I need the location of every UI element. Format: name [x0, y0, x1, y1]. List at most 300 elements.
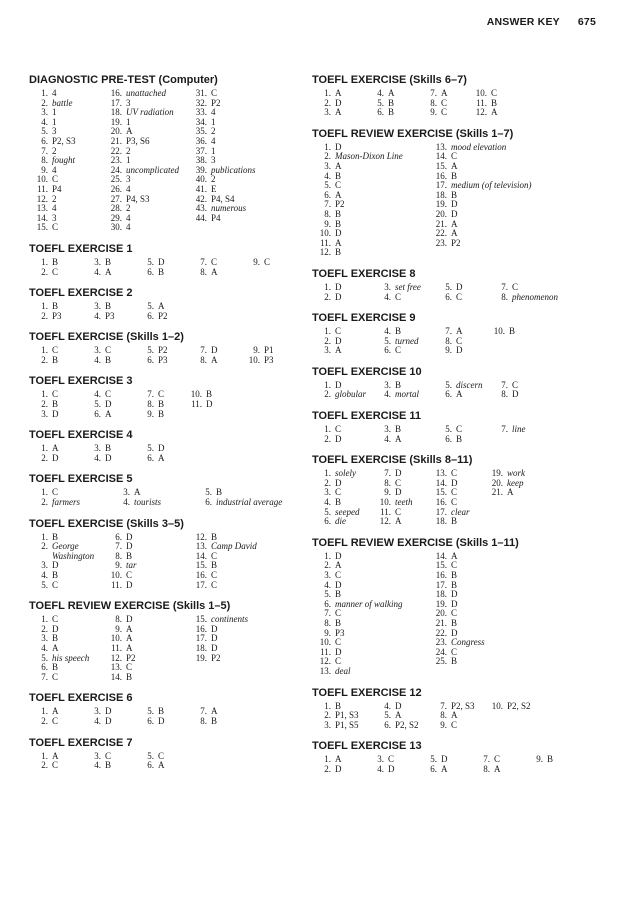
item-answer: B [451, 656, 458, 667]
answer-grid [312, 283, 612, 302]
item-answer: C [52, 671, 59, 682]
answer-row [312, 108, 612, 118]
answer-section [29, 286, 299, 321]
item-answer: A [335, 107, 342, 118]
item-answer: numerous [211, 203, 247, 214]
item-number: 14. [435, 550, 447, 561]
item-number: 7. [324, 608, 331, 619]
right-column [312, 73, 612, 784]
item-number: 1. [41, 88, 48, 98]
answer-row [29, 454, 299, 464]
item-number: 8. [440, 710, 447, 721]
item-number: 2. [324, 335, 331, 346]
item-number: 19. [195, 652, 207, 663]
answer-row [29, 356, 299, 366]
item-number: 9. [253, 256, 260, 267]
item-answer: A [158, 760, 165, 771]
answer-grid [312, 425, 612, 444]
item-number: 15. [195, 614, 207, 625]
item-number: 2. [41, 760, 48, 771]
item-number: 10. [190, 389, 202, 400]
item-number: 8. [501, 389, 508, 400]
answer-section [312, 365, 612, 400]
item-answer: P2 [158, 345, 168, 356]
item-number: 4. [94, 266, 101, 277]
item-number: 5. [147, 706, 154, 717]
item-answer: C [395, 291, 402, 302]
item-number: 33. [195, 107, 207, 118]
item-number: 3. [384, 379, 391, 390]
item-answer: C [456, 424, 463, 435]
item-answer: 4 [126, 183, 131, 194]
item-answer: P2 [211, 97, 221, 108]
item-number: 2. [324, 291, 331, 302]
answer-section [312, 267, 612, 302]
section-title: TOEFL EXERCISE (Skills 8–11) [312, 454, 473, 467]
item-answer: B [451, 579, 458, 590]
item-answer: C [441, 107, 448, 118]
item-answer: 2 [211, 126, 216, 137]
item-answer: P2 [158, 310, 168, 321]
item-number: 1. [41, 706, 48, 717]
item-number: 4. [94, 389, 101, 400]
left-column [29, 73, 299, 780]
item-number: 6. [41, 135, 48, 146]
item-number: 11. [476, 97, 487, 108]
item-number: 1. [41, 301, 48, 312]
item-answer: B [451, 189, 458, 200]
item-answer: B [52, 570, 59, 580]
answer-row [29, 654, 299, 664]
item-number: 5. [147, 345, 154, 356]
item-answer: keep [507, 477, 524, 488]
item-answer: B [52, 354, 59, 365]
item-number: 5. [41, 652, 48, 663]
item-number: 9. [445, 345, 452, 356]
item-answer: C [335, 424, 342, 435]
item-answer: 1 [211, 145, 216, 156]
item-number: 3. [41, 560, 48, 571]
answer-grid [312, 552, 612, 677]
item-answer: A [335, 560, 342, 571]
item-answer: C [52, 487, 59, 498]
item-answer: industrial average [216, 497, 283, 508]
item-answer: B [335, 589, 342, 600]
item-answer: B [547, 754, 554, 765]
item-answer: B [158, 408, 165, 419]
item-number: 5. [377, 97, 384, 108]
item-answer: P2, S2 [395, 719, 419, 730]
item-answer: C [395, 477, 402, 488]
item-number: 19. [110, 116, 122, 127]
answer-row [29, 108, 299, 118]
item-number: 6. [205, 497, 212, 508]
item-answer: B [211, 531, 218, 542]
item-answer: P1, S5 [335, 719, 359, 730]
item-answer: D [395, 487, 402, 498]
item-number: 8. [41, 155, 48, 166]
item-number: 4. [384, 326, 391, 337]
item-number: 5. [445, 281, 452, 292]
item-answer: 2 [126, 145, 131, 156]
item-number: 7. [115, 541, 122, 552]
item-answer: C [52, 579, 59, 590]
answer-row [312, 99, 612, 109]
item-answer: A [52, 706, 59, 717]
item-answer: battle [52, 97, 73, 108]
item-answer: A [158, 452, 165, 463]
item-number: 9. [41, 164, 48, 175]
answer-grid [29, 390, 299, 419]
item-answer: discern [456, 379, 483, 390]
item-answer: A [451, 160, 458, 171]
item-answer: P3 [105, 310, 115, 321]
item-number: 2. [41, 354, 48, 365]
answer-row [29, 166, 299, 176]
item-number: 7. [384, 468, 391, 479]
item-answer: solely [335, 468, 356, 479]
answer-row [29, 673, 299, 683]
item-number: 44. [195, 212, 207, 223]
item-number: 15. [435, 487, 447, 498]
answer-grid [312, 381, 612, 400]
item-answer: D [105, 399, 112, 410]
item-answer: die [335, 516, 346, 527]
item-number: 4. [94, 310, 101, 321]
item-number: 13. [110, 662, 122, 673]
item-answer: A [158, 301, 165, 312]
item-answer: P2 [126, 652, 136, 663]
item-number: 5. [41, 579, 48, 590]
item-answer: C [335, 180, 342, 191]
item-answer: C [512, 379, 519, 390]
item-number: 2. [41, 97, 48, 108]
item-number: 11. [191, 399, 202, 410]
item-number: 10. [110, 570, 122, 580]
item-answer: A [395, 710, 402, 721]
item-answer: B [158, 706, 165, 717]
answer-row [312, 283, 612, 293]
item-answer: 1 [126, 155, 131, 166]
item-answer: B [216, 487, 223, 498]
item-number: 7. [200, 345, 207, 356]
answer-row [312, 488, 612, 498]
item-number: 11. [320, 646, 331, 657]
item-answer: B [451, 617, 458, 628]
item-number: 3. [94, 750, 101, 761]
item-number: 1. [324, 281, 331, 292]
item-number: 11. [320, 237, 331, 248]
item-answer: P4, S4 [211, 193, 235, 204]
item-answer: D [52, 623, 59, 634]
item-answer: mood elevation [451, 141, 507, 152]
item-answer: A [491, 107, 498, 118]
item-number: 17. [435, 180, 447, 191]
answer-section [312, 311, 612, 356]
item-answer: work [507, 468, 525, 479]
item-answer: C [211, 88, 218, 98]
item-number: 2. [324, 477, 331, 488]
item-number: 30. [110, 222, 122, 233]
item-answer: C [211, 579, 218, 590]
item-answer: C [494, 754, 501, 765]
item-number: 5. [384, 710, 391, 721]
item-answer: B [451, 516, 458, 527]
item-number: 31. [195, 88, 207, 98]
item-number: 11. [111, 642, 122, 653]
item-answer: P3 [158, 354, 168, 365]
item-number: 4. [324, 170, 331, 181]
item-answer: D [451, 477, 458, 488]
answer-row [312, 600, 612, 610]
item-number: 3. [94, 706, 101, 717]
item-answer: P2, S3 [451, 700, 475, 711]
item-answer: P2, S3 [52, 135, 76, 146]
item-answer: A [211, 706, 218, 717]
item-answer: A [211, 354, 218, 365]
answer-row [29, 552, 299, 562]
item-number: 24. [435, 646, 447, 657]
item-answer: 4 [52, 88, 57, 98]
item-number: 19. [435, 199, 447, 210]
item-number: 25. [435, 656, 447, 667]
item-number: 16. [195, 623, 207, 634]
item-number: 19. [435, 598, 447, 609]
answer-row [312, 162, 612, 172]
item-number: 2. [41, 623, 48, 634]
answer-section [312, 127, 612, 258]
item-number: 3. [41, 633, 48, 644]
item-number: 32. [195, 97, 207, 108]
answer-row [312, 469, 612, 479]
item-number: 1. [324, 550, 331, 561]
item-number: 6. [324, 598, 331, 609]
section-title: TOEFL EXERCISE 10 [312, 365, 422, 378]
item-answer: D [52, 560, 59, 571]
item-number: 14. [110, 671, 122, 682]
item-answer: C [158, 750, 165, 761]
item-answer: D [105, 452, 112, 463]
item-answer: P2, S2 [507, 700, 531, 711]
item-answer: C [52, 174, 59, 185]
item-number: 1. [41, 750, 48, 761]
item-number: 20. [110, 126, 122, 137]
item-answer: C [158, 389, 165, 400]
item-number: 3. [384, 424, 391, 435]
item-number: 24. [110, 164, 122, 175]
item-answer: C [451, 646, 458, 657]
item-answer: E [211, 183, 217, 194]
answer-grid [312, 702, 612, 731]
item-answer: D [211, 345, 218, 356]
item-number: 1. [324, 754, 331, 765]
item-number: 6. [41, 662, 48, 673]
item-number: 3. [324, 570, 331, 580]
section-title: TOEFL EXERCISE 6 [29, 692, 133, 705]
item-number: 3. [324, 107, 331, 118]
answer-section [312, 686, 612, 731]
item-answer: D [451, 598, 458, 609]
answer-grid [29, 752, 299, 771]
answer-row [312, 765, 612, 775]
item-answer: D [206, 399, 213, 410]
item-number: 13. [195, 541, 207, 552]
item-answer: 2 [52, 193, 57, 204]
item-answer: D [211, 623, 218, 634]
item-answer: manner of walking [335, 598, 403, 609]
item-number: 3. [377, 754, 384, 765]
item-number: 15. [36, 222, 48, 233]
item-number: 14. [435, 151, 447, 162]
item-answer: P1 [264, 345, 274, 356]
item-number: 8. [147, 399, 154, 410]
item-answer: B [126, 550, 133, 561]
answer-row [29, 634, 299, 644]
item-number: 10. [319, 228, 331, 239]
item-number: 1. [324, 700, 331, 711]
item-answer: D [335, 763, 342, 774]
item-answer: P4 [211, 212, 221, 223]
item-answer: D [52, 408, 59, 419]
item-answer: 3 [126, 97, 131, 108]
item-answer: D [335, 379, 342, 390]
answer-section [29, 691, 299, 726]
item-number: 11. [380, 506, 391, 517]
item-number: 37. [195, 145, 207, 156]
item-number: 5. [445, 424, 452, 435]
section-title: TOEFL EXERCISE (Skills 1–2) [29, 331, 184, 344]
item-number: 15. [435, 160, 447, 171]
section-title: TOEFL EXERCISE 12 [312, 686, 422, 699]
item-answer: D [158, 256, 165, 267]
item-number: 2. [41, 399, 48, 410]
answer-row [29, 195, 299, 205]
item-number: 21. [435, 218, 447, 229]
answer-row [312, 229, 612, 239]
item-number: 2. [41, 452, 48, 463]
item-answer: B [158, 399, 165, 410]
item-number: 7. [501, 379, 508, 390]
answer-section [29, 517, 299, 591]
item-answer: C [451, 151, 458, 162]
item-number: 1. [41, 443, 48, 454]
item-answer: A [52, 443, 59, 454]
section-title: TOEFL EXERCISE 11 [312, 410, 422, 423]
item-number: 29. [110, 212, 122, 223]
item-number: 2. [324, 710, 331, 721]
item-answer: B [206, 389, 213, 400]
item-number: 6. [324, 516, 331, 527]
item-answer: D [335, 433, 342, 444]
item-number: 17. [435, 579, 447, 590]
item-answer: B [335, 208, 342, 219]
item-number: 18. [435, 189, 447, 200]
item-answer: B [335, 170, 342, 181]
item-number: 5. [147, 256, 154, 267]
item-answer: teeth [395, 497, 413, 508]
item-number: 13. [319, 665, 331, 676]
item-number: 9. [324, 218, 331, 229]
item-number: 2. [324, 151, 331, 162]
item-number: 4. [94, 354, 101, 365]
item-answer: D [388, 763, 395, 774]
item-number: 1. [41, 531, 48, 542]
answer-row [312, 561, 612, 571]
item-answer: D [126, 541, 133, 552]
answer-row [312, 581, 612, 591]
item-answer: P4 [52, 183, 62, 194]
answer-row [29, 581, 299, 591]
item-answer: A [395, 433, 402, 444]
item-number: 6. [115, 531, 122, 542]
item-number: 10. [36, 174, 48, 185]
item-number: 4. [324, 497, 331, 508]
item-answer: D [126, 531, 133, 542]
item-number: 6. [147, 452, 154, 463]
item-number: 5. [324, 180, 331, 191]
item-answer: C [264, 256, 271, 267]
item-answer: B [211, 715, 218, 726]
answer-row [312, 89, 612, 99]
item-number: 27. [110, 193, 122, 204]
item-answer: A [456, 326, 463, 337]
item-answer: A [395, 516, 402, 527]
item-number: 5. [324, 589, 331, 600]
item-number: 8. [501, 291, 508, 302]
item-number: 3. [123, 487, 130, 498]
section-title: TOEFL REVIEW EXERCISE (Skills 1–7) [312, 127, 514, 140]
item-number: 8. [324, 208, 331, 219]
item-number: 11. [111, 579, 122, 590]
section-title: TOEFL EXERCISE 9 [312, 312, 416, 325]
answer-grid [312, 755, 612, 774]
item-number: 1. [324, 141, 331, 152]
item-number: 2. [324, 560, 331, 571]
item-answer: C [105, 345, 112, 356]
item-answer: C [451, 487, 458, 498]
item-number: 5. [147, 443, 154, 454]
item-answer: mortal [395, 389, 420, 400]
item-number: 2. [324, 433, 331, 444]
item-answer: C [441, 97, 448, 108]
item-number: 3. [324, 345, 331, 356]
item-number: 18. [110, 107, 122, 118]
item-answer: continents [211, 614, 248, 625]
answer-grid [29, 444, 299, 463]
answer-row [312, 508, 612, 518]
item-answer: 3 [126, 174, 131, 185]
answer-row [29, 268, 299, 278]
item-answer: seeped [335, 506, 360, 517]
answer-row [29, 561, 299, 571]
item-answer: A [507, 487, 514, 498]
item-number: 21. [435, 617, 447, 628]
answer-row [312, 346, 612, 356]
item-answer: D [335, 97, 342, 108]
item-answer: C [456, 291, 463, 302]
answer-row [29, 223, 299, 233]
answer-grid [312, 89, 612, 118]
answer-row [29, 204, 299, 214]
section-title: TOEFL EXERCISE 2 [29, 287, 133, 300]
item-number: 3. [384, 281, 391, 292]
item-number: 7. [430, 88, 437, 98]
item-number: 8. [115, 614, 122, 625]
item-number: 5. [384, 335, 391, 346]
answer-row [29, 312, 299, 322]
answer-row [312, 619, 612, 629]
item-number: 2. [324, 763, 331, 774]
